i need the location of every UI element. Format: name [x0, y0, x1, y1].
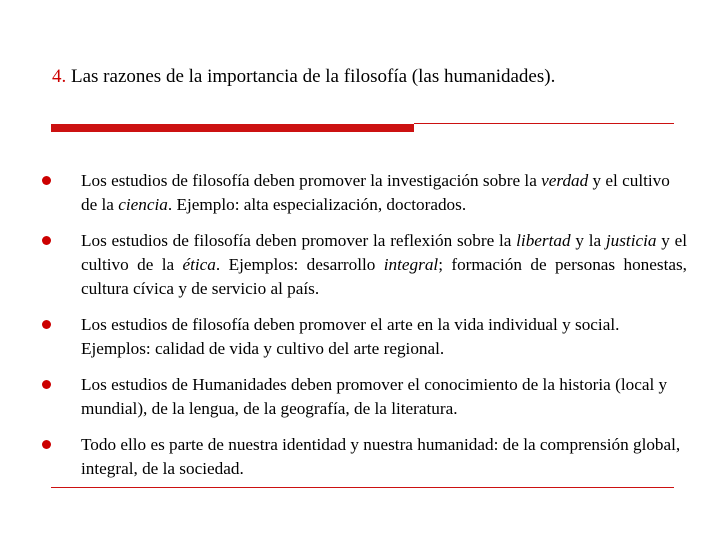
title-divider-thin — [414, 123, 674, 124]
item-text: y la — [570, 231, 606, 250]
bullet-icon — [42, 176, 51, 185]
item-text: . Ejemplo: alta especialización, doctorados. — [167, 195, 467, 214]
title-text: Las razones de la importancia de la filosofía (las humanidades). — [71, 66, 556, 87]
list-item-libertad — [81, 229, 687, 301]
item-emphasis: ciencia — [118, 195, 168, 214]
bullet-icon — [42, 320, 51, 329]
list-item-humanidades: Los estudios de Humanidades deben promover el conocimiento de la historia (local y mundial), de la lengua, de la geografía, de la literatura. — [81, 375, 668, 418]
bottom-divider — [51, 487, 674, 488]
list-item-verdad — [81, 169, 687, 217]
title-number: 4. — [52, 66, 67, 87]
item-text: Los estudios de filosofía deben promover la reflexión sobre la — [81, 231, 517, 250]
title-divider-thick — [51, 124, 414, 132]
item-text: y el cultivo de la — [81, 231, 688, 274]
item-emphasis: libertad — [516, 231, 571, 250]
bullet-icon — [42, 440, 51, 449]
item-text: y el cultivo de la — [81, 171, 670, 214]
slide-title — [52, 66, 555, 88]
item-text: ; formación de personas honestas, cultura cívica y de servicio al país. — [81, 255, 687, 298]
list-item-arte: Los estudios de filosofía deben promover el arte en la vida individual y social. Ejemplos: calidad de vida y cultivo del arte regional. — [81, 315, 620, 358]
item-text: Los estudios de filosofía deben promover la investigación sobre la — [81, 171, 542, 190]
item-emphasis: ética — [182, 255, 216, 274]
bullet-icon — [42, 380, 51, 389]
item-emphasis: integral — [383, 255, 439, 274]
item-text: . Ejemplos: desarrollo — [215, 255, 384, 274]
item-emphasis: justicia — [605, 231, 657, 250]
bullet-icon — [42, 236, 51, 245]
list-item-identidad: Todo ello es parte de nuestra identidad y nuestra humanidad: de la comprensión global, integral, de la sociedad. — [81, 435, 681, 478]
item-emphasis: verdad — [541, 171, 589, 190]
